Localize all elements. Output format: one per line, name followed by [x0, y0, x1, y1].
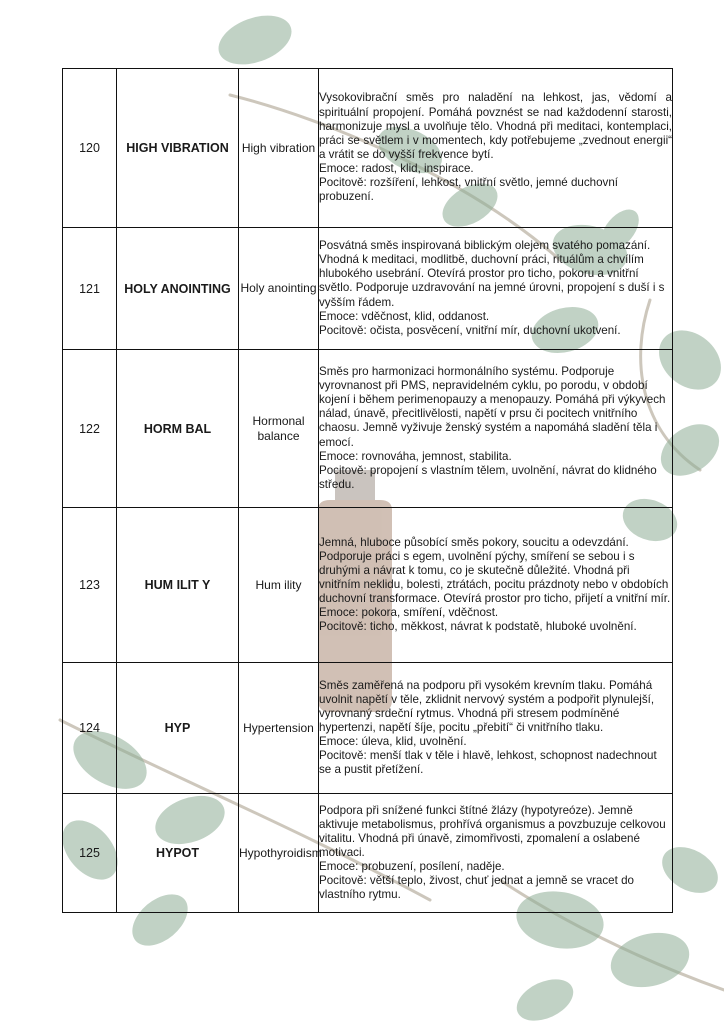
blend-name: HUM ILIT Y	[117, 508, 239, 663]
blend-emotions: Emoce: radost, klid, inspirace.	[319, 162, 474, 176]
row-number: 123	[63, 508, 117, 663]
row-number: 120	[63, 69, 117, 228]
blend-description: Podpora při snížené funkci štítné žlázy (hypotyreóze). Jemně aktivuje metabolismus, prohřívá organismus a povzbuzuje celkovou vitalitu. Vhodná při únavě, zimomřivosti, zpomalení a oslabené motivaci.	[319, 803, 666, 859]
blend-translation: Hypothyroidism	[239, 794, 319, 913]
blend-description-cell	[319, 794, 673, 913]
row-number: 125	[63, 794, 117, 913]
blend-emotions: Emoce: pokora, smíření, vděčnost.	[319, 606, 499, 620]
row-number: 121	[63, 228, 117, 350]
essential-oil-blends-table	[62, 68, 673, 913]
blend-translation: High vibration	[239, 69, 319, 228]
blend-description-cell	[319, 350, 673, 508]
blend-description-cell	[319, 508, 673, 663]
blend-feelings: Pocitově: rozšíření, lehkost, vnitřní světlo, jemné duchovní probuzení.	[319, 176, 619, 204]
blend-translation: Hum ility	[239, 508, 319, 663]
blend-translation: Holy anointing	[239, 228, 319, 350]
blend-name: HOLY ANOINTING	[117, 228, 239, 350]
blend-translation: Hypertension	[239, 663, 319, 794]
blend-name: HIGH VIBRATION	[117, 69, 239, 228]
blend-emotions: Emoce: vděčnost, klid, oddanost.	[319, 309, 490, 323]
blend-feelings: Pocitově: menší tlak v těle i hlavě, lehkost, schopnost nadechnout se a pustit přetížení.	[319, 749, 657, 777]
blend-description: Jemná, hluboce působící směs pokory, soucitu a odevzdání. Podporuje práci s egem, uvolnění pýchy, smíření se sebou i s druhými a návrat k tomu, co je skutečně důležité. Vhodná při vnitřním neklidu, bolesti, ztrátách, pocitu prázdnoty nebo v obdobích duchovní transformace. Otevírá prostor pro ticho, přijetí a vnitřní mír.	[319, 535, 671, 606]
table-row	[63, 794, 673, 913]
blend-name: HORM BAL	[117, 350, 239, 508]
table-row	[63, 508, 673, 663]
blend-translation: Hormonal balance	[239, 350, 319, 508]
table-row	[63, 663, 673, 794]
blend-description: Posvátná směs inspirovaná biblickým olejem svatého pomazání. Vhodná k meditaci, modlitbě, duchovní práci, rituálům a chvílím hlubokého usebrání. Otevírá prostor pro ticho, pokoru a vnitřní světlo. Podporuje uzdravování na jemné úrovni, propojení s duší i s vyšším řádem.	[319, 239, 665, 309]
table-row	[63, 350, 673, 508]
table-row	[63, 69, 673, 228]
blend-emotions: Emoce: rovnováha, jemnost, stabilita.	[319, 449, 512, 463]
blend-description: Směs zaměřená na podporu při vysokém krevním tlaku. Pomáhá uvolnit napětí v těle, zklidnit nervový systém a podpořit plynulejší, vyrovnaný srdeční rytmus. Vhodná při stresem podmíněné hypertenzi, napětí šíje, pocitu „přebití“ či vnitřního tlaku.	[319, 678, 655, 734]
blend-description-cell	[319, 663, 673, 794]
blend-feelings: Pocitově: očista, posvěcení, vnitřní mír, duchovní ukotvení.	[319, 323, 621, 337]
blend-description-cell	[319, 228, 673, 350]
blend-emotions: Emoce: probuzení, posílení, naděje.	[319, 860, 505, 874]
blend-emotions: Emoce: úleva, klid, uvolnění.	[319, 735, 467, 749]
blend-description-cell	[319, 69, 673, 228]
blend-description: Vysokovibrační směs pro naladění na lehkost, jas, vědomí a spirituální propojení. Pomáhá povznést se nad každodenní starosti, harmonizuje mysl a uvolňuje tělo. Vhodná při meditaci, kontemplaci, práci se světlem i v momentech, kdy potřebujeme „zvednout energii“ a vrátit se do vyšší frekvence bytí.	[319, 91, 672, 161]
blend-feelings: Pocitově: ticho, měkkost, návrat k podstatě, hluboké uvolnění.	[319, 620, 637, 634]
blend-feelings: Pocitově: propojení s vlastním tělem, uvolnění, návrat do klidného středu.	[319, 463, 657, 491]
blend-name: HYP	[117, 663, 239, 794]
blend-feelings: Pocitově: větší teplo, živost, chuť jednat a jemně se vracet do vlastního rytmu.	[319, 874, 634, 902]
row-number: 122	[63, 350, 117, 508]
blend-name: HYPOT	[117, 794, 239, 913]
table-row	[63, 228, 673, 350]
row-number: 124	[63, 663, 117, 794]
blend-description: Směs pro harmonizaci hormonálního systému. Podporuje vyrovnanost při PMS, nepravidelném cyklu, po porodu, v období kojení i během perimenopauzy a menopauzy. Pomáhá při výkyvech nálad, únavě, přecitlivělosti, napětí v prsu či pocitech vnitřního chaosu. Jemně vyživuje ženský systém a napomáhá sladění těla i emocí.	[319, 364, 666, 449]
